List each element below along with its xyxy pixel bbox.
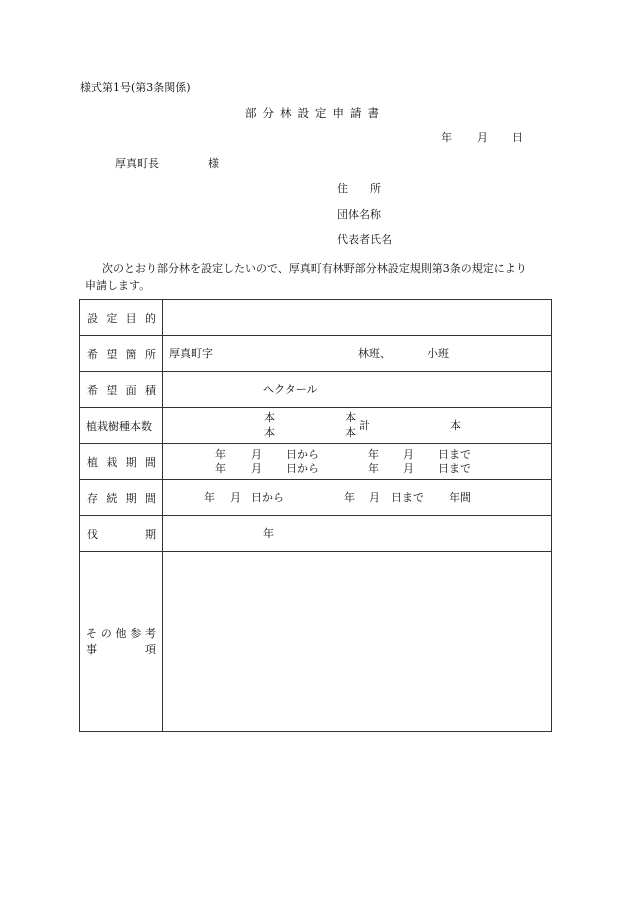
intro-line-1: 次のとおり部分林を設定したいので、厚真町有林野部分林設定規則第3条の規定により <box>102 262 527 275</box>
other-label: そ の 他 参 考 事 項 <box>86 626 156 656</box>
location-prefix: 厚真町字 <box>169 347 213 360</box>
planting-label-cell <box>80 444 163 480</box>
species-count-1: 本 <box>264 411 275 424</box>
species-count-4: 本 <box>345 426 356 439</box>
area-value-cell[interactable] <box>163 372 552 408</box>
location-value-cell[interactable] <box>163 336 552 372</box>
planting-year-1: 年 <box>215 448 226 461</box>
row-area <box>80 372 552 408</box>
species-label: 植栽樹種本数 <box>86 419 152 433</box>
applicant-representative-label: 代表者氏名 <box>337 233 392 246</box>
form-number: 様式第1号(第3条関係) <box>80 81 191 94</box>
species-label-cell <box>80 408 163 444</box>
intro-line-2: 申請します。 <box>85 279 151 292</box>
row-location <box>80 336 552 372</box>
planting-year-2: 年 <box>368 448 379 461</box>
location-label-cell <box>80 336 163 372</box>
date-year: 年 <box>441 131 452 144</box>
row-species <box>80 408 552 444</box>
applicant-address-label: 住 所 <box>337 182 381 195</box>
duration-value-cell[interactable] <box>163 480 552 516</box>
intro-text <box>80 260 550 294</box>
planting-until-1: 日まで <box>438 448 471 461</box>
planting-value-cell[interactable] <box>163 444 552 480</box>
location-label: 希 望 箇 所 <box>87 347 156 361</box>
duration-month-2: 月 <box>369 491 380 504</box>
row-planting-period <box>80 444 552 480</box>
document-title: 部分林設定申請書 <box>245 106 385 120</box>
application-table <box>79 299 552 732</box>
species-value-cell[interactable] <box>163 408 552 444</box>
date-month: 月 <box>477 131 488 144</box>
cutting-year: 年 <box>263 527 274 540</box>
other-label-cell <box>80 552 163 732</box>
planting-month-3: 月 <box>251 462 262 475</box>
date-day: 日 <box>512 131 523 144</box>
purpose-label-cell <box>80 300 163 336</box>
purpose-value-cell[interactable] <box>163 300 552 336</box>
planting-month-4: 月 <box>403 462 414 475</box>
area-unit: ヘクタール <box>263 383 318 396</box>
planting-from-2: 日から <box>286 462 319 475</box>
planting-month-2: 月 <box>403 448 414 461</box>
planting-month-1: 月 <box>251 448 262 461</box>
planting-year-3: 年 <box>215 462 226 475</box>
applicant-group-label: 団体名称 <box>337 208 381 221</box>
planting-year-4: 年 <box>368 462 379 475</box>
location-sub-compartment: 小班 <box>427 347 449 360</box>
species-total-label: 計 <box>359 419 370 432</box>
duration-year-2: 年 <box>344 491 355 504</box>
species-count-2: 本 <box>264 426 275 439</box>
cutting-label-cell <box>80 516 163 552</box>
planting-until-2: 日まで <box>438 462 471 475</box>
duration-label: 存 続 期 間 <box>87 491 156 505</box>
duration-years: 年間 <box>449 491 471 504</box>
duration-label-cell <box>80 480 163 516</box>
cutting-label: 伐 期 <box>87 527 156 541</box>
duration-month-1: 月 <box>230 491 241 504</box>
location-forest-compartment: 林班、 <box>358 347 391 360</box>
duration-until: 日まで <box>391 491 424 504</box>
species-total-unit: 本 <box>450 419 461 432</box>
planting-label: 植 栽 期 間 <box>87 455 156 469</box>
duration-year-1: 年 <box>204 491 215 504</box>
addressee-name: 厚真町長 <box>115 157 159 170</box>
species-count-3: 本 <box>345 411 356 424</box>
row-cutting <box>80 516 552 552</box>
addressee-honorific: 様 <box>208 157 219 170</box>
duration-from: 日から <box>251 491 284 504</box>
planting-from-1: 日から <box>286 448 319 461</box>
cutting-value-cell[interactable] <box>163 516 552 552</box>
area-label: 希 望 面 積 <box>87 383 156 397</box>
purpose-label: 設 定 目 的 <box>87 311 156 325</box>
row-other <box>80 552 552 732</box>
area-label-cell <box>80 372 163 408</box>
other-value-cell[interactable] <box>163 552 552 732</box>
row-duration <box>80 480 552 516</box>
row-purpose <box>80 300 552 336</box>
